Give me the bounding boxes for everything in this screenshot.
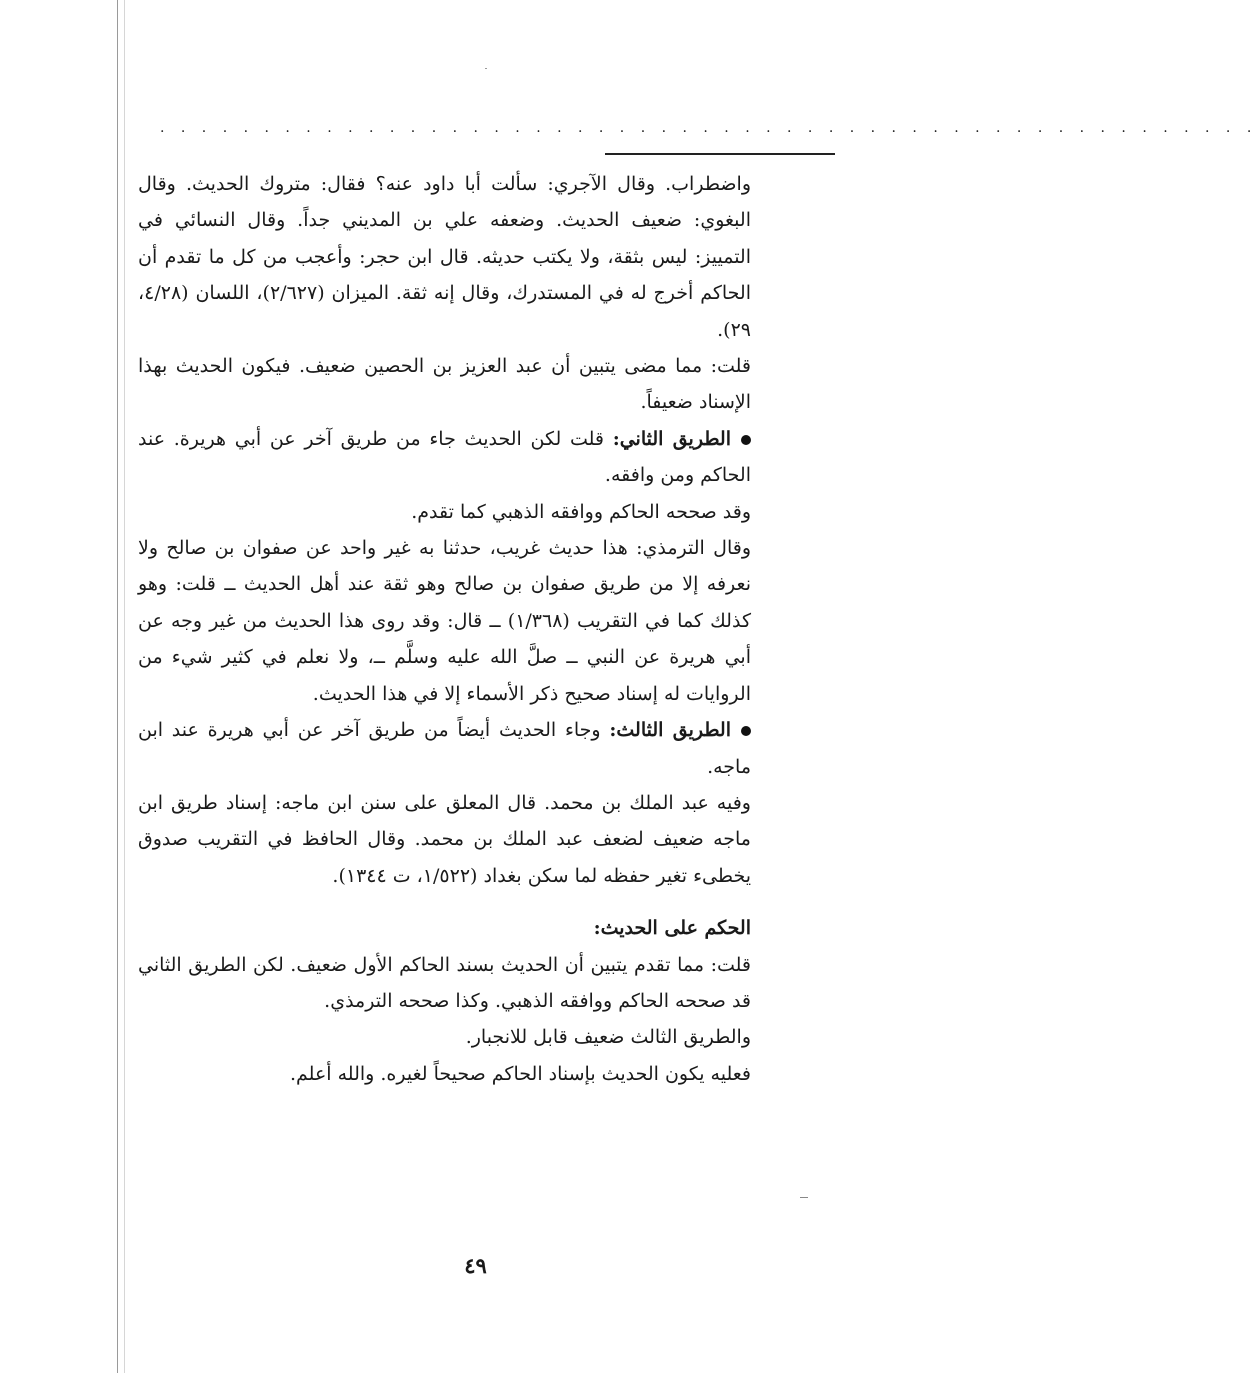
route-text: وجاء الحديث أيضاً من طريق آخر عن أبي هريرة عند ابن ماجه. bbox=[138, 719, 751, 778]
route-label: الطريق الثالث: bbox=[609, 719, 732, 742]
bullet-icon bbox=[741, 435, 751, 445]
page-binding-shadow bbox=[124, 0, 125, 1373]
paragraph-third-route bbox=[138, 712, 751, 785]
dotted-separator: . . . . . . . . . . . . . . . . . . . . . . . . . . . . . . . . . . . . . . . . . . . . . . . . . . . . . bbox=[160, 120, 1257, 136]
margin-mark bbox=[800, 1197, 808, 1198]
paragraph-tirmidhi: وقال الترمذي: هذا حديث غريب، حدثنا به غير واحد عن صفوان بن صالح ولا نعرفه إلا من طريق صفوان بن صالح وهو ثقة عند أهل الحديث ــ قلت: وهو كذلك كما في التقريب (١/٣٦٨) ــ قال: وقد روى هذا الحديث من غير وجه عن أبي هريرة عن النبي ــ صلَّ الله عليه وسلَّم ــ، ولا نعلم في كثير شيء من الروايات له إسناد صحيح ذكر الأسماء إلا في هذا الحديث. bbox=[138, 537, 751, 705]
ruling-line: قلت: مما تقدم يتبين أن الحديث بسند الحاكم الأول ضعيف. لكن الطريق الثاني قد صححه الحاكم ووافقه الذهبي. وكذا صححه الترمذي. bbox=[138, 953, 751, 1012]
route-label: الطريق الثاني: bbox=[612, 427, 731, 450]
ruling-line: فعليه يكون الحديث بإسناد الحاكم صحيحاً لغيره. والله أعلم. bbox=[289, 1062, 751, 1085]
paragraph-conclusion: قلت: مما مضى يتبين أن عبد العزيز بن الحصين ضعيف. فيكون الحديث بهذا الإسناد ضعيفاً. bbox=[138, 355, 751, 414]
paragraph-footnote: واضطراب. وقال الآجري: سألت أبا داود عنه؟ فقال: متروك الحديث. وقال البغوي: ضعيف الحديث. وضعفه علي بن المديني جداً. وقال النسائي في التمييز: ليس بثقة، ولا يكتب حديثه. قال ابن حجر: وأعجب من كل ما تقدم أن الحاكم أخرج له في المستدرك، وقال إنه ثقة. الميزان (٢/٦٢٧)، اللسان (٤/٢٨، ٢٩). bbox=[138, 173, 752, 341]
page-body bbox=[138, 166, 751, 1092]
page-number: ٤٩ bbox=[464, 1253, 487, 1278]
paragraph-ibn-majah: وفيه عبد الملك بن محمد. قال المعلق على سنن ابن ماجه: إسناد طريق ابن ماجه ضعيف لضعف عبد الملك بن محمد. وقال الحافظ في التقريب صدوق يخطىء تغير حفظه لما سكن بغداد (١/٥٢٢، ت ١٣٤٤). bbox=[138, 791, 751, 887]
bullet-icon bbox=[741, 726, 751, 736]
scan-speck bbox=[485, 68, 487, 69]
paragraph-authentication: وقد صححه الحاكم ووافقه الذهبي كما تقدم. bbox=[411, 500, 751, 523]
ruling-line: والطريق الثالث ضعيف قابل للانجبار. bbox=[465, 1026, 751, 1049]
page-binding-edge bbox=[117, 0, 118, 1373]
paragraph-second-route bbox=[138, 421, 751, 494]
footnote-rule bbox=[605, 153, 835, 155]
route-text: قلت لكن الحديث جاء من طريق آخر عن أبي هريرة. عند الحاكم ومن وافقه. bbox=[138, 427, 751, 487]
ruling-heading: الحكم على الحديث: bbox=[593, 917, 751, 940]
